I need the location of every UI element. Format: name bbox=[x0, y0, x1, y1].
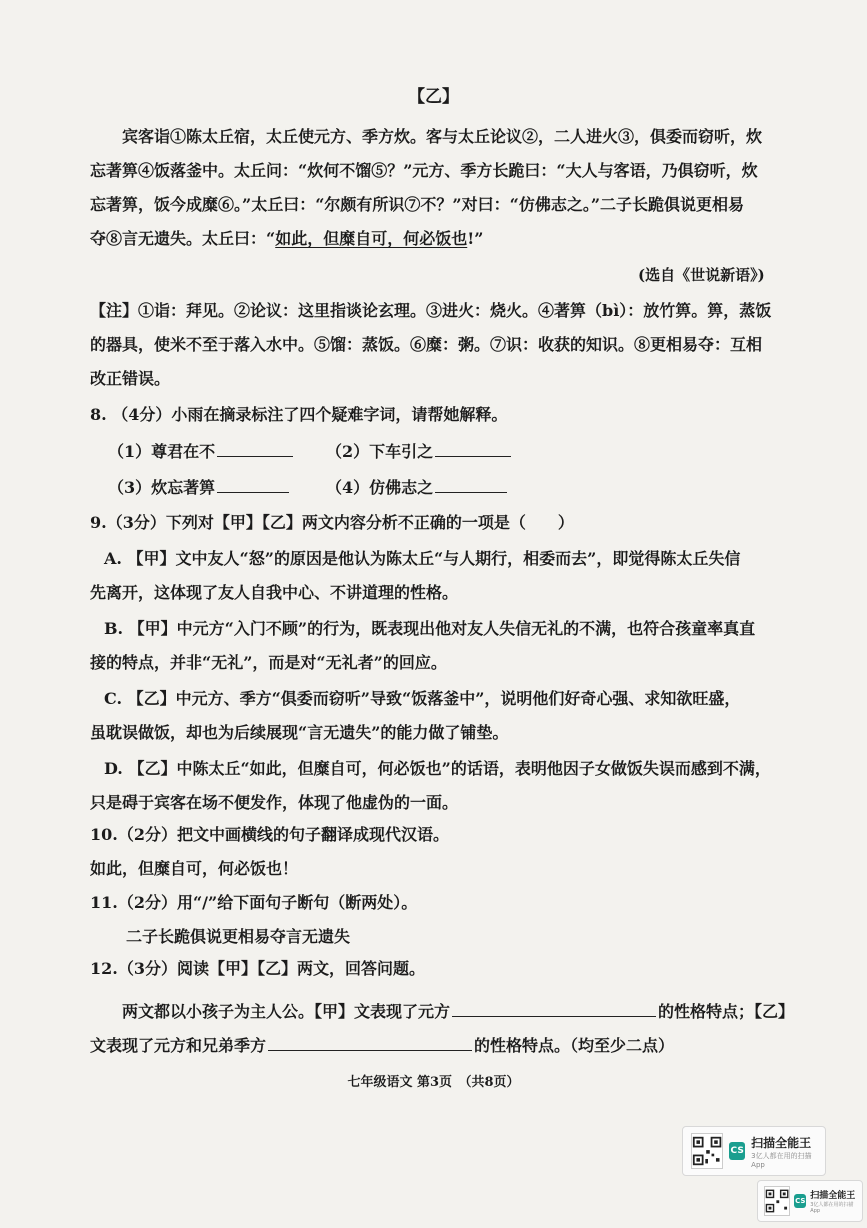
q9-option-a-line-2: 先离开，这体现了友人自我中心、不讲道理的性格。 bbox=[90, 583, 459, 602]
q8-item-2 bbox=[326, 440, 513, 463]
note-line-3: 改正错误。 bbox=[90, 369, 171, 388]
q8-item-2-label: （2）下车引之 bbox=[326, 442, 434, 461]
badge-subtitle: 3亿人都在用的扫描App bbox=[810, 1202, 854, 1214]
note-line-1: 【注】①诣：拜见。②论议：这里指谈论玄理。③进火：烧火。④著箅（bì）：放竹箅。箅，蒸饭 bbox=[90, 301, 772, 320]
q12-line-2-prefix: 文表现了元方和兄弟季方 bbox=[90, 1036, 267, 1055]
page-footer: 七年级语文 第3页 （共8页） bbox=[347, 1075, 520, 1090]
q12-line-1 bbox=[122, 1000, 794, 1023]
badge-text bbox=[810, 1188, 856, 1214]
passage-line-4 bbox=[90, 228, 483, 250]
q12-line-2-suffix: 的性格特点。（均至少二点） bbox=[474, 1036, 675, 1055]
q9-option-b-line-1: B. 【甲】中元方“入门不顾”的行为，既表现出他对友人失信无礼的不满，也符合孩童率真直 bbox=[104, 619, 756, 638]
passage-source: (选自《世说新语》) bbox=[638, 266, 765, 284]
q8-answer-blank-4[interactable] bbox=[435, 476, 507, 493]
badge-text bbox=[751, 1134, 817, 1169]
badge-title: 扫描全能王 bbox=[810, 1191, 856, 1201]
camscanner-logo-icon: CS bbox=[729, 1142, 745, 1160]
badge-subtitle: 3亿人都在用的扫描App bbox=[751, 1151, 812, 1169]
q8-item-4-label: （4）仿佛志之 bbox=[326, 478, 434, 497]
scanner-watermark-2 bbox=[757, 1180, 863, 1222]
q8-item-1 bbox=[108, 440, 295, 463]
q11-sentence: 二子长跪俱说更相易夺言无遗失 bbox=[126, 927, 351, 946]
q10-sentence: 如此，但糜自可，何必饭也！ bbox=[90, 859, 299, 878]
badge-title: 扫描全能王 bbox=[751, 1135, 812, 1150]
camscanner-logo-icon: CS bbox=[794, 1194, 806, 1208]
passage-line-1: 宾客诣①陈太丘宿，太丘使元方、季方炊。客与太丘论议②，二人进火③，俱委而窃听，炊 bbox=[122, 127, 763, 146]
q9-option-c-line-1: C. 【乙】中元方、季方“俱委而窃听”导致“饭落釜中”，说明他们好奇心强、求知欲旺盛， bbox=[104, 689, 741, 708]
q8-item-4 bbox=[326, 476, 509, 499]
q8-answer-blank-1[interactable] bbox=[217, 440, 293, 457]
q8-answer-blank-2[interactable] bbox=[435, 440, 511, 457]
qr-code-icon bbox=[691, 1133, 723, 1169]
q8-answer-blank-3[interactable] bbox=[217, 476, 289, 493]
passage-end: !” bbox=[467, 229, 484, 248]
qr-code-icon bbox=[764, 1186, 790, 1216]
q9-option-c-line-2: 虽耽误做饭，却也为后续展现“言无遗失”的能力做了铺垫。 bbox=[90, 723, 509, 742]
section-title: 【乙】 bbox=[408, 87, 459, 107]
q9-option-d-line-1: D. 【乙】中陈太丘“如此，但糜自可，何必饭也”的话语，表明他因子女做饭失误而感到不满， bbox=[104, 759, 771, 778]
passage-line-4-text: 夺⑧言无遗失。太丘曰：“ bbox=[90, 229, 276, 248]
q12-line-1-suffix: 的性格特点；【乙】 bbox=[658, 1002, 795, 1021]
q12-answer-blank-2[interactable] bbox=[268, 1034, 472, 1051]
q12-line-1-prefix: 两文都以小孩子为主人公。【甲】文表现了元方 bbox=[122, 1002, 451, 1021]
q12-stem: 12.（3分）阅读【甲】【乙】两文，回答问题。 bbox=[90, 959, 425, 978]
passage-line-2: 忘著箅④饭落釜中。太丘问：“炊何不馏⑤？”元方、季方长跪曰：“大人与客语，乃俱窃听，炊 bbox=[90, 161, 758, 180]
q8-item-3-label: （3）炊忘著箅 bbox=[108, 478, 216, 497]
q8-stem: 8. （4分）小雨在摘录标注了四个疑难字词，请帮她解释。 bbox=[90, 405, 508, 424]
q10-stem: 10.（2分）把文中画横线的句子翻译成现代汉语。 bbox=[90, 825, 449, 844]
q9-stem: 9.（3分）下列对【甲】【乙】两文内容分析不正确的一项是（ ） bbox=[90, 513, 574, 532]
q9-option-b-line-2: 接的特点，并非“无礼”，而是对“无礼者”的回应。 bbox=[90, 653, 447, 672]
note-line-2: 的器具，使米不至于落入水中。⑤馏：蒸饭。⑥糜：粥。⑦识：收获的知识。⑧更相易夺：互相 bbox=[90, 335, 763, 354]
q12-line-2 bbox=[90, 1034, 674, 1057]
q12-answer-blank-1[interactable] bbox=[452, 1000, 656, 1017]
q9-option-d-line-2: 只是碍于宾客在场不便发作，体现了他虚伪的一面。 bbox=[90, 793, 459, 812]
q9-option-a-line-1: A. 【甲】文中友人“怒”的原因是他认为陈太丘“与人期行，相委而去”，即觉得陈太丘失信 bbox=[104, 549, 741, 568]
passage-line-3: 忘著箅，饭今成糜⑥。”太丘曰：“尔颇有所识⑦不？”对曰：“仿佛志之。”二子长跪俱说更相易 bbox=[90, 195, 745, 214]
q11-stem: 11.（2分）用“/”给下面句子断句（断两处）。 bbox=[90, 893, 418, 912]
q8-item-1-label: （1）尊君在不 bbox=[108, 442, 216, 461]
scanner-watermark-1 bbox=[682, 1126, 826, 1176]
q8-item-3 bbox=[108, 476, 291, 499]
underlined-sentence: 如此，但糜自可，何必饭也 bbox=[275, 229, 468, 248]
